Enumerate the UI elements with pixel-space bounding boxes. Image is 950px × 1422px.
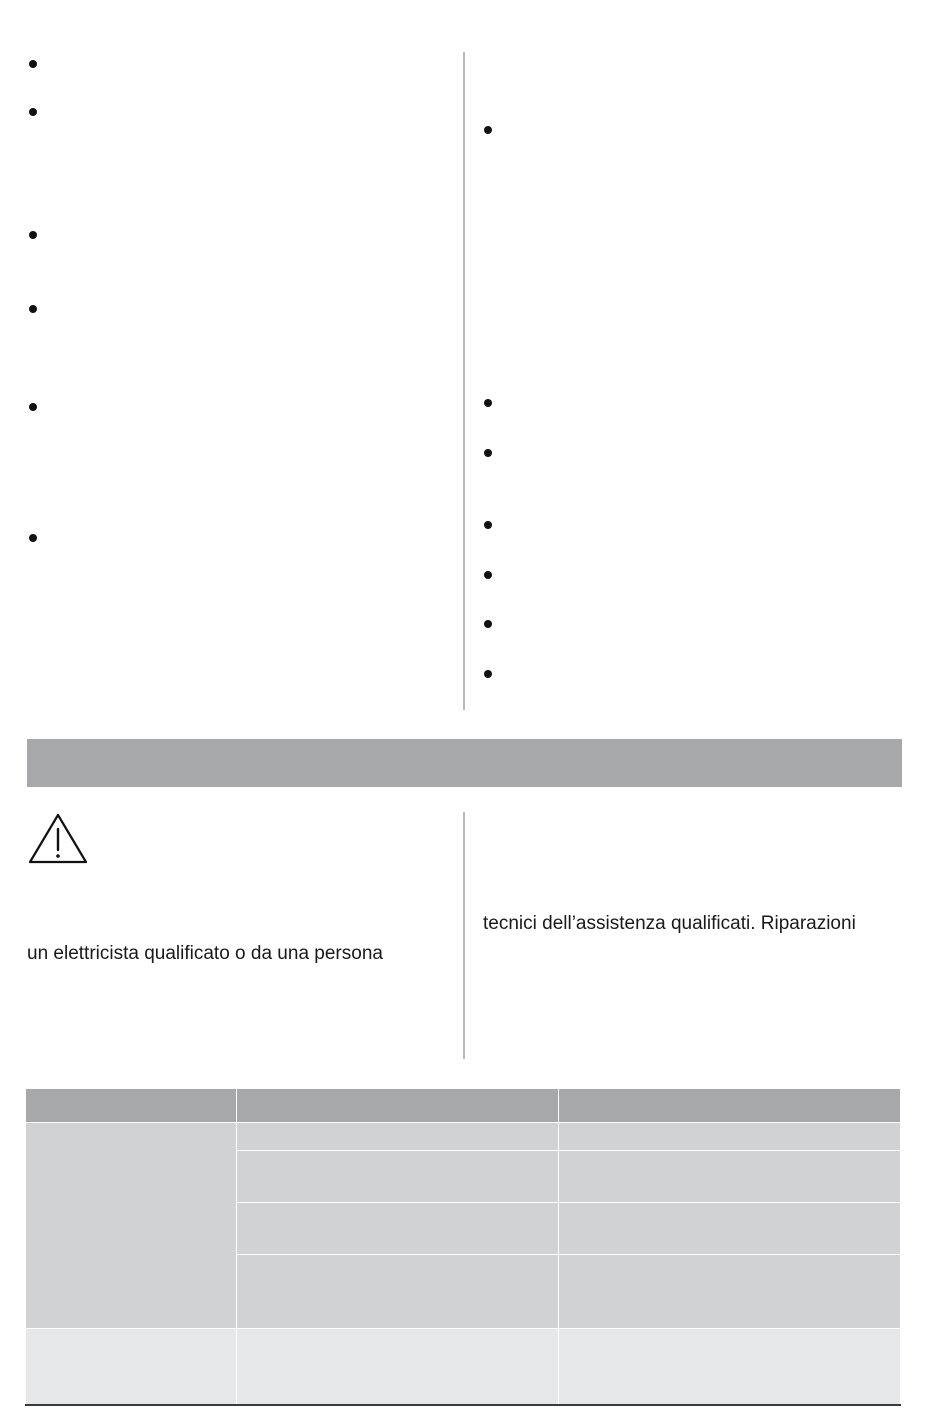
bullet-marker [29,108,37,116]
table-cell [26,1123,237,1329]
table-cell [237,1151,559,1203]
bullet-marker [484,399,492,407]
column-divider-bottom [463,812,465,1059]
bullet-marker [484,571,492,579]
warning-text-right: tecnici dell’assistenza qualificati. Riparazioni [483,913,856,934]
table-cell [559,1151,901,1203]
table-header-row [26,1089,901,1123]
bullet-marker [29,403,37,411]
bullet-marker [29,60,37,68]
bullet-marker [29,231,37,239]
warning-triangle-icon [27,812,89,866]
table-header-cell [559,1089,901,1123]
table-cell [237,1255,559,1329]
bullet-marker [29,305,37,313]
bullet-marker [484,620,492,628]
column-divider-top [463,52,465,710]
troubleshooting-table [25,1088,900,1406]
bullet-marker [484,521,492,529]
bullet-marker [484,449,492,457]
table-row [26,1123,901,1151]
table-cell [559,1255,901,1329]
table-header-cell [237,1089,559,1123]
bullet-marker [484,670,492,678]
warning-text-left: un elettricista qualificato o da una persona [27,943,383,964]
table-cell [559,1123,901,1151]
table-header-cell [26,1089,237,1123]
bullet-marker [484,126,492,134]
section-heading-band [27,739,902,787]
table-row [26,1329,901,1405]
table-cell [559,1329,901,1405]
bullet-marker [29,534,37,542]
table-cell [26,1329,237,1405]
table-cell [237,1203,559,1255]
table-cell [237,1123,559,1151]
table-cell [237,1329,559,1405]
table-cell [559,1203,901,1255]
